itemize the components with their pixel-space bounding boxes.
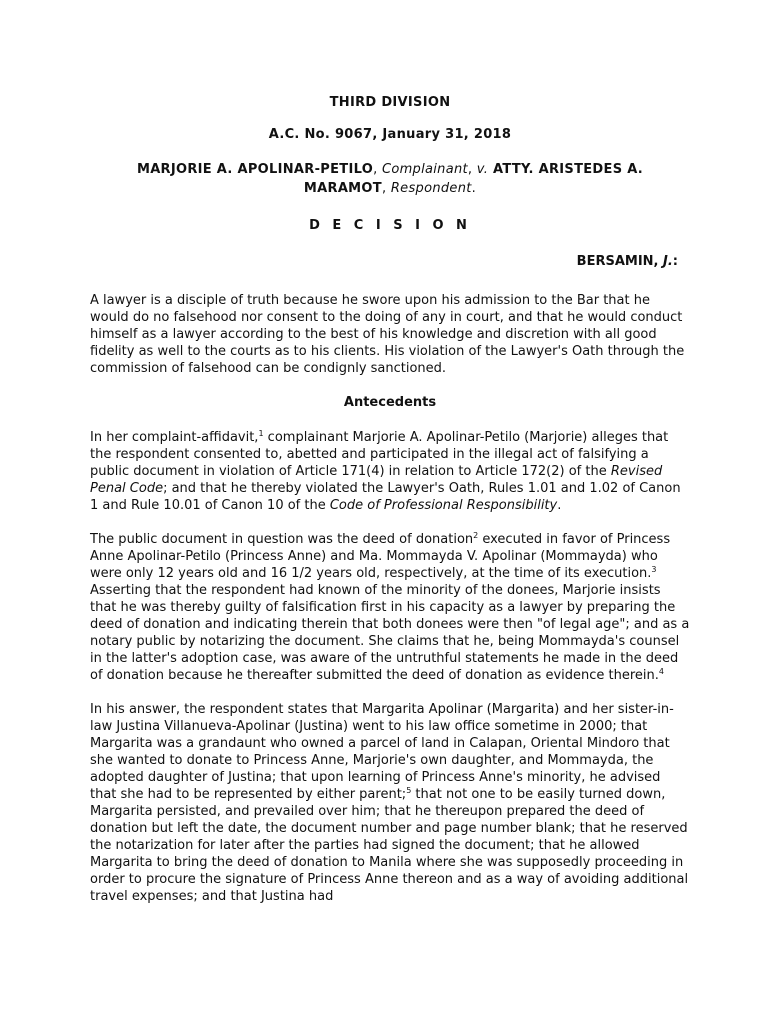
code-of-professional-responsibility: Code of Professional Responsibility xyxy=(329,498,558,513)
division-heading: THIRD DIVISION xyxy=(329,95,451,110)
section-title-antecedents: Antecedents xyxy=(343,395,437,410)
decision-document xyxy=(90,88,690,905)
respondent-name-line2: MARAMOT xyxy=(303,181,382,196)
respondent-name-line1: ATTY. ARISTEDES A. xyxy=(493,162,644,177)
opening-paragraph: A lawyer is a disciple of truth because he swore upon his admission to the Bar that he would do no falsehood nor consent to the doing of any in court, and that he would conduct himself as a lawyer according to the best of his knowledge and discretion with all good fidelity as well to the courts as to his clients. His violation of the Lawyer's Oath through the commission of falsehood can be condignly sanctioned. xyxy=(90,293,685,376)
footnote-ref-5[interactable]: 5 xyxy=(406,786,412,795)
deed-paragraph: The public document in question was the deed of donation$^2$ executed in favor of Princess Anne Apolinar-Petilo (Princess Anne) and Ma. Mommayda V. Apolinar (Mommayda) who were only 12 years old and 16 1/2 years old, respectively, at the time of its execution.$^3$ Asserting that the respondent had known of the minority of the donees, Marjorie insists that he was thereby guilty of falsification first in his capacity as a lawyer by preparing the deed of donation and indicating therein that both donees were then "of legal age"; and as a notary public by notarizing the document. She claims that he, being Mommayda's counsel in the latter's adoption case, was aware of the untruthful statements he made in the deed of donation because he thereafter submitted the deed of donation as evidence therein.$^4$ xyxy=(90,531,690,683)
ponente: BERSAMIN, J.: xyxy=(576,254,678,269)
revised-penal-code: Revised Penal Code xyxy=(90,464,663,496)
complainant-name: MARJORIE A. APOLINAR-PETILO xyxy=(136,162,374,177)
complainant-role: Complainant xyxy=(381,162,468,177)
footnote-ref-2[interactable]: 2 xyxy=(473,531,479,540)
footnote-ref-3[interactable]: 3 xyxy=(651,565,657,574)
case-number-heading: A.C. No. 9067, January 31, 2018 xyxy=(268,127,512,142)
versus-text: v. xyxy=(476,162,489,177)
respondent-role: Respondent xyxy=(390,181,472,196)
ponente-title: J. xyxy=(663,254,673,269)
footnote-ref-4[interactable]: 4 xyxy=(658,667,664,676)
answer-paragraph: In his answer, the respondent states that Margarita Apolinar (Margarita) and her sister-in-law Justina Villanueva-Apolinar (Justina) went to his law office sometime in 2000; that Margarita was a grandaunt who owned a parcel of land in Calapan, Oriental Mindoro that she wanted to donate to Princess Anne, Marjorie's own daughter, and Mommayda, the adopted daughter of Justina; that upon learning of Princess Anne's minority, he advised that she had to be represented by either parent;$^5$ that not one to be easily turned down, Margarita persisted, and prevailed over him; that he thereupon prepared the deed of donation but left the date, the document number and page number blank; that he reserved the notarization for later after the parties had signed the document; that he allowed Margarita to bring the deed of donation to Manila where she was supposedly proceeding in order to procure the signature of Princess Anne thereon and as a way of avoiding additional travel expenses; and that Justina had xyxy=(90,702,689,904)
complaint-paragraph: In her complaint-affidavit,$^1$ complainant Marjorie A. Apolinar-Petilo (Marjorie) alleges that the respondent consented to, abetted and participated in the illegal act of falsifying a public document in violation of Article 171(4) in relation to Article 172(2) of the Revised Penal Code; and that he thereby violated the Lawyer's Oath, Rules 1.01 and 1.02 of Canon 1 and Rule 10.01 of Canon 10 of the Code of Professional Responsibility. xyxy=(90,429,681,513)
case-parties: MARJORIE A. APOLINAR-PETILO, Complainant, v. ATTY. ARISTEDES A. MARAMOT, Respondent. xyxy=(136,162,644,196)
decision-heading: D E C I S I O N xyxy=(309,218,471,233)
footnote-ref-1[interactable]: 1 xyxy=(258,429,264,438)
ponente-name: BERSAMIN, xyxy=(576,254,659,269)
